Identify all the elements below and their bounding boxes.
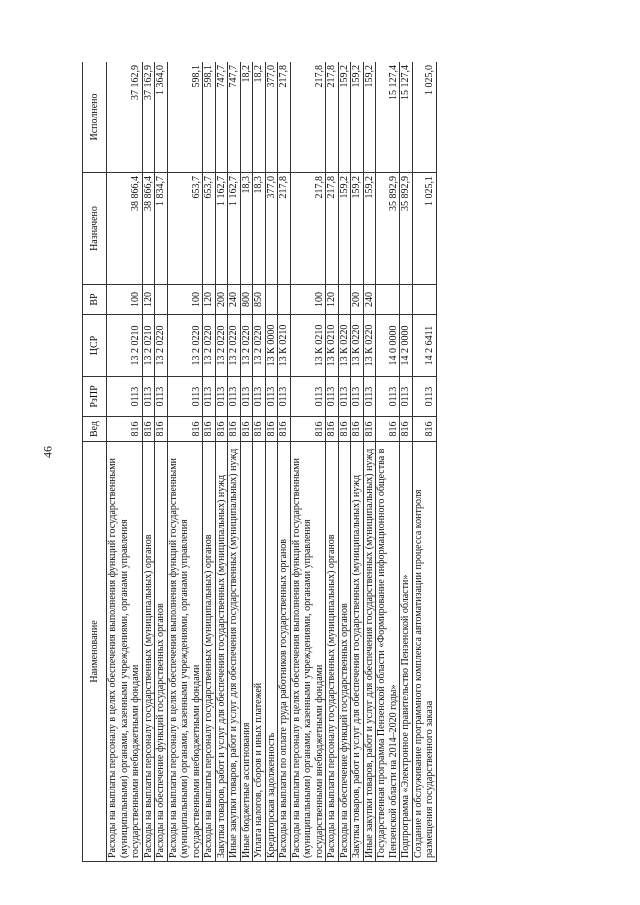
cell-assigned: 217,8 [278,173,291,285]
cell-name: Закупка товаров, работ и услуг для обеспечения государственных (муниципальных) нужд [215,442,228,862]
table-row [240,62,253,862]
cell-assigned: 217,8 [326,173,339,285]
cell-name: Расходы на выплаты персоналу государственных (муниципальных) органов [326,442,339,862]
cell-name: Расходы на выплаты персоналу в целях обеспечения выполнения функций государственными (муниципальными) органами, казенными учреждениями, органами управления государственными внебюджетными фондами [107,442,143,862]
cell-ved: 816 [290,417,326,442]
cell-csr: 14 0 0000 [376,315,400,377]
cell-rzpr: 0113 [376,377,400,417]
cell-vr [278,285,291,315]
cell-ved: 816 [203,417,216,442]
table-row [228,62,241,862]
cell-assigned: 1 834,7 [155,173,168,285]
table-header [83,62,107,862]
rotated-table-container [82,62,576,862]
cell-name: Расходы на выплаты персоналу государственных (муниципальных) органов [203,442,216,862]
cell-csr: 13 2 0220 [203,315,216,377]
table-row [278,62,291,862]
cell-vr: 120 [326,285,339,315]
table-row [376,62,400,862]
cell-name: Закупка товаров, работ и услуг для обеспечения государственных (муниципальных) нужд [351,442,364,862]
table-body [107,62,437,862]
cell-ved: 816 [253,417,266,442]
table-row [107,62,143,862]
cell-ved: 816 [400,417,413,442]
cell-csr: 13 К 0220 [351,315,364,377]
cell-ved: 816 [107,417,143,442]
table-row [363,62,376,862]
cell-assigned: 1 162,7 [215,173,228,285]
header-vr: ВР [83,285,107,315]
cell-assigned: 18,3 [253,173,266,285]
cell-ved: 816 [326,417,339,442]
cell-rzpr: 0113 [240,377,253,417]
cell-ved: 816 [228,417,241,442]
cell-executed: 1 025,0 [412,62,436,173]
cell-executed: 217,8 [278,62,291,173]
cell-name: Подпрограмма «Электронное правительство Пензенской области» [400,442,413,862]
cell-rzpr: 0113 [107,377,143,417]
table-row [265,62,278,862]
cell-vr [155,285,168,315]
cell-name: Государственная программа Пензенской области «Формирование информационного общества в Пензенской области на 2014–2020 годы» [376,442,400,862]
cell-assigned: 653,7 [167,173,203,285]
cell-name: Расходы на выплаты персоналу в целях обеспечения выполнения функций государственными (муниципальными) органами, казенными учреждениями, органами управления государственными внебюджетными фондами [167,442,203,862]
cell-name: Расходы на выплаты персоналу государственных (муниципальных) органов [142,442,155,862]
table-row [338,62,351,862]
page-number: 46 [40,446,55,458]
cell-name: Иные закупки товаров, работ и услуг для обеспечения государственных (муниципальных) нужд [228,442,241,862]
cell-csr: 13 2 0210 [142,315,155,377]
header-name: Наименование [83,442,107,862]
cell-rzpr: 0113 [167,377,203,417]
cell-csr: 13 2 0220 [240,315,253,377]
cell-executed: 598,1 [203,62,216,173]
cell-rzpr: 0113 [142,377,155,417]
cell-assigned: 38 866,4 [142,173,155,285]
cell-ved: 816 [412,417,436,442]
cell-assigned: 653,7 [203,173,216,285]
cell-executed: 159,2 [351,62,364,173]
cell-name: Расходы на обеспечение функций государственных органов [338,442,351,862]
cell-vr: 200 [351,285,364,315]
cell-vr [400,285,413,315]
cell-csr: 13 К 0220 [363,315,376,377]
cell-vr [376,285,400,315]
table-row [326,62,339,862]
cell-assigned: 38 866,4 [107,173,143,285]
header-assigned: Назначено [83,173,107,285]
table-row [155,62,168,862]
cell-csr: 13 2 0220 [155,315,168,377]
cell-ved: 816 [240,417,253,442]
cell-csr: 13 К 0210 [290,315,326,377]
cell-assigned: 35 892,9 [376,173,400,285]
cell-vr: 240 [228,285,241,315]
cell-executed: 217,8 [290,62,326,173]
cell-executed: 747,7 [228,62,241,173]
cell-rzpr: 0113 [400,377,413,417]
cell-name: Иные бюджетные ассигнования [240,442,253,862]
cell-csr: 13 К 0220 [338,315,351,377]
cell-executed: 15 127,4 [400,62,413,173]
rotated-page-area [82,62,576,862]
header-executed: Исполнено [83,62,107,173]
cell-assigned: 35 892,9 [400,173,413,285]
cell-csr: 14 2 6411 [412,315,436,377]
cell-rzpr: 0113 [363,377,376,417]
cell-rzpr: 0113 [412,377,436,417]
cell-vr: 120 [142,285,155,315]
cell-vr: 240 [363,285,376,315]
cell-ved: 816 [278,417,291,442]
cell-csr: 13 2 0210 [107,315,143,377]
cell-csr: 13 2 0220 [167,315,203,377]
cell-rzpr: 0113 [215,377,228,417]
cell-ved: 816 [142,417,155,442]
cell-executed: 159,2 [363,62,376,173]
cell-assigned: 1 025,1 [412,173,436,285]
cell-executed: 217,8 [326,62,339,173]
cell-ved: 816 [155,417,168,442]
cell-ved: 816 [215,417,228,442]
cell-vr: 120 [203,285,216,315]
cell-executed: 37 162,9 [142,62,155,173]
cell-vr: 100 [107,285,143,315]
table-row [412,62,436,862]
cell-vr: 850 [253,285,266,315]
cell-assigned: 1 162,7 [228,173,241,285]
cell-executed: 1 364,0 [155,62,168,173]
cell-ved: 816 [351,417,364,442]
cell-vr [412,285,436,315]
cell-executed: 159,2 [338,62,351,173]
budget-table [82,62,437,862]
table-row [253,62,266,862]
cell-ved: 816 [167,417,203,442]
table-row [203,62,216,862]
cell-rzpr: 0113 [278,377,291,417]
cell-ved: 816 [363,417,376,442]
cell-executed: 18,2 [240,62,253,173]
cell-csr: 13 К 0000 [265,315,278,377]
cell-rzpr: 0113 [338,377,351,417]
cell-ved: 816 [376,417,400,442]
header-ved: Вед [83,417,107,442]
cell-rzpr: 0113 [253,377,266,417]
cell-ved: 816 [265,417,278,442]
cell-vr: 200 [215,285,228,315]
cell-vr: 100 [167,285,203,315]
cell-csr: 13 К 0210 [278,315,291,377]
cell-assigned: 18,3 [240,173,253,285]
cell-vr: 100 [290,285,326,315]
cell-name: Расходы на обеспечение функций государственных органов [155,442,168,862]
cell-rzpr: 0113 [290,377,326,417]
cell-executed: 18,2 [253,62,266,173]
cell-csr: 14 2 0000 [400,315,413,377]
cell-executed: 747,7 [215,62,228,173]
cell-csr: 13 2 0220 [228,315,241,377]
table-row [351,62,364,862]
cell-vr [338,285,351,315]
table-row [400,62,413,862]
cell-csr: 13 К 0210 [326,315,339,377]
cell-rzpr: 0113 [155,377,168,417]
cell-executed: 598,1 [167,62,203,173]
cell-name: Уплата налогов, сборов и иных платежей [253,442,266,862]
cell-vr: 800 [240,285,253,315]
header-rzpr: РзПР [83,377,107,417]
cell-rzpr: 0113 [203,377,216,417]
cell-csr: 13 2 0220 [253,315,266,377]
cell-assigned: 217,8 [290,173,326,285]
table-row [167,62,203,862]
cell-rzpr: 0113 [228,377,241,417]
cell-executed: 37 162,9 [107,62,143,173]
cell-rzpr: 0113 [326,377,339,417]
cell-assigned: 159,2 [351,173,364,285]
cell-ved: 816 [338,417,351,442]
cell-assigned: 377,0 [265,173,278,285]
cell-rzpr: 0113 [265,377,278,417]
cell-name: Кредиторская задолженность [265,442,278,862]
cell-csr: 13 2 0220 [215,315,228,377]
cell-name: Расходы на выплаты персоналу в целях обеспечения выполнения функций государственными (муниципальными) органами, казенными учреждениями, органами управления государственными внебюджетными фондами [290,442,326,862]
cell-assigned: 159,2 [363,173,376,285]
table-row [290,62,326,862]
cell-name: Расходы на выплаты по оплате труда работников государственных органов [278,442,291,862]
header-csr: ЦСР [83,315,107,377]
header-row [83,62,107,862]
cell-rzpr: 0113 [351,377,364,417]
cell-vr [265,285,278,315]
cell-name: Иные закупки товаров, работ и услуг для обеспечения государственных (муниципальных) нужд [363,442,376,862]
table-row [215,62,228,862]
cell-executed: 377,0 [265,62,278,173]
table-row [142,62,155,862]
cell-executed: 15 127,4 [376,62,400,173]
cell-assigned: 159,2 [338,173,351,285]
cell-name: Создание и обслуживание программного комплекса автоматизации процесса контроля размещения государственного заказа [412,442,436,862]
